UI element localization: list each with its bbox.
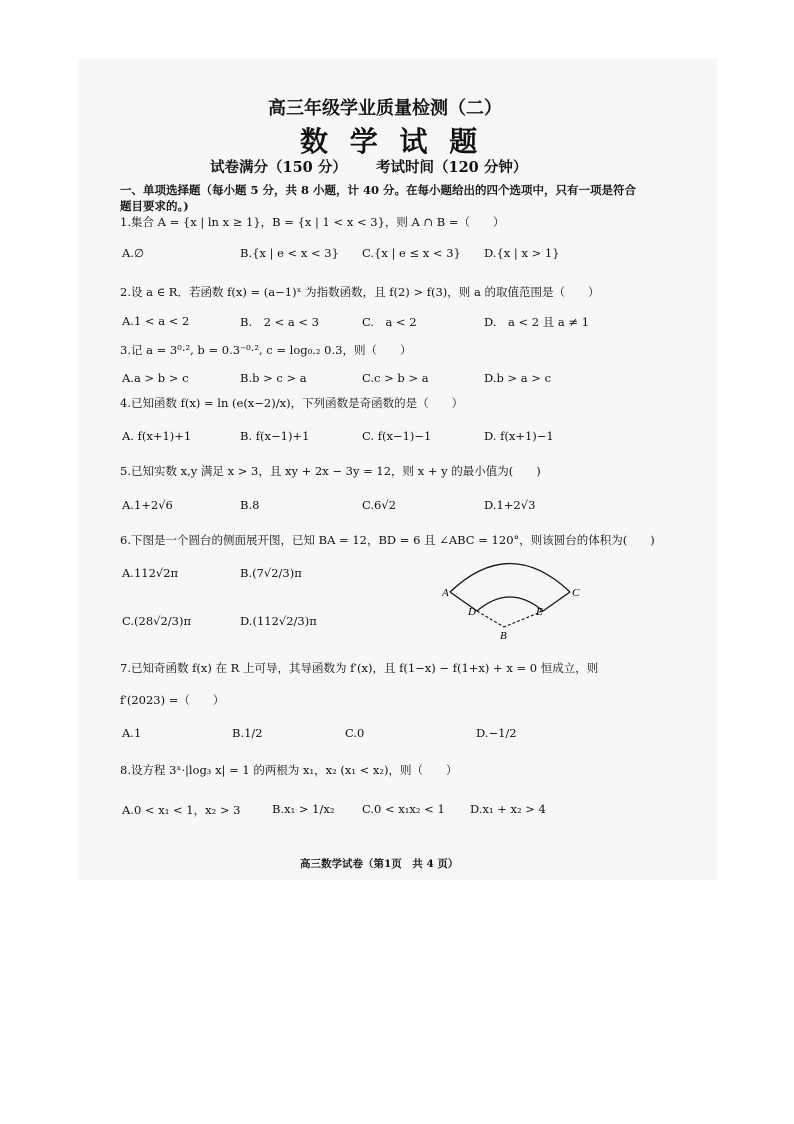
question-3-stem: 3.记 a = 3⁰·², b = 0.3⁻⁰·², c = log₀.₂ 0.3，则（ ） [120,343,412,357]
question-5-stem: 5.已知实数 x,y 满足 x > 3，且 xy + 2x − 3y = 12，则 x + y 的最小值为( ) [120,464,541,478]
q7-option-c: C.0 [345,726,365,740]
question-6-stem: 6.下图是一个圆台的侧面展开图，已知 BA = 12，BD = 6 且 ∠ABC = 120°，则该圆台的体积为( ) [120,533,655,547]
label-b: B [500,630,507,640]
q8-option-b: B.x₁ > 1/x₂ [272,802,335,816]
subject-title: 数 学 试 题 [300,125,484,158]
q7-option-d: D.−1/2 [476,726,517,740]
q3-option-b: B.b > c > a [240,371,307,385]
exam-time: 考试时间（120 分钟） [376,159,528,176]
q5-option-b: B.8 [240,498,260,512]
q1-option-d: D.{x | x > 1} [484,246,560,260]
q7-option-b: B.1/2 [232,726,263,740]
question-1-stem: 1.集合 A = {x | ln x ≥ 1}，B = {x | 1 < x < 3}，则 A ∩ B =（ ） [120,215,505,229]
q1-option-b: B.{x | e < x < 3} [240,246,339,260]
q4-option-d: D. f(x+1)−1 [484,429,554,443]
q4-option-a: A. f(x+1)+1 [122,429,192,443]
question-8-stem: 8.设方程 3ˣ·|log₃ x| = 1 的两根为 x₁，x₂ (x₁ < x₂)，则（ ） [120,763,458,777]
q2-option-b: B. 2 < a < 3 [240,315,319,329]
q4-option-b: B. f(x−1)+1 [240,429,310,443]
question-7-stem-line2: f′(2023) =（ ） [120,693,225,707]
label-a: A [442,587,449,599]
q3-option-a: A.a > b > c [122,371,189,385]
inner-arc [477,597,543,611]
q8-option-a: A.0 < x₁ < 1，x₂ > 3 [122,803,241,817]
question-4-stem: 4.已知函数 f(x) = ln (e(x−2)/x)，下列函数是奇函数的是（ ） [120,396,464,410]
q2-option-a: A.1 < a < 2 [122,314,190,328]
question-7-stem: 7.已知奇函数 f(x) 在 R 上可导，其导函数为 f′(x)，且 f(1−x) − f(1+x) + x = 0 恒成立，则 [120,661,599,675]
q2-option-c: C. a < 2 [362,315,417,329]
q3-option-d: D.b > a > c [484,371,552,385]
page-footer: 高三数学试卷（第1页 共 4 页） [300,858,459,870]
q3-option-c: C.c > b > a [362,371,429,385]
label-d: D [468,606,476,618]
q1-option-c: C.{x | e ≤ x < 3} [362,246,461,260]
q7-option-a: A.1 [122,726,142,740]
q6-option-b: B.(7√2/3)π [240,566,302,580]
q5-option-c: C.6√2 [362,498,397,512]
section-heading-line2: 题目要求的。) [120,199,189,213]
section-heading-line1: 一、单项选择题（每小题 5 分，共 8 小题，计 40 分。在每小题给出的四个选项中，只有一项是符合 [120,183,637,197]
label-c: C [572,587,580,599]
segment-db-dashed [477,611,504,627]
q1-option-a: A.∅ [122,246,144,260]
question-2-stem: 2.设 a ∈ R．若函数 f(x) = (a−1)ˣ 为指数函数，且 f(2) > f(3)，则 a 的取值范围是（ ） [120,285,600,299]
q8-option-c: C.0 < x₁x₂ < 1 [362,802,445,816]
exam-title: 高三年级学业质量检测（二） [268,98,502,119]
frustum-development-figure [440,555,580,640]
full-score: 试卷满分（150 分） [210,159,347,176]
q6-option-c: C.(28√2/3)π [122,614,192,628]
label-e: E [536,606,543,618]
q6-option-a: A.112√2π [122,566,179,580]
q5-option-d: D.1+2√3 [484,498,536,512]
q5-option-a: A.1+2√6 [122,498,173,512]
q8-option-d: D.x₁ + x₂ > 4 [470,802,546,816]
q4-option-c: C. f(x−1)−1 [362,429,432,443]
q6-option-d: D.(112√2/3)π [240,614,317,628]
segment-ce [543,592,570,611]
outer-arc [450,564,570,593]
q2-option-d: D. a < 2 且 a ≠ 1 [484,315,590,329]
